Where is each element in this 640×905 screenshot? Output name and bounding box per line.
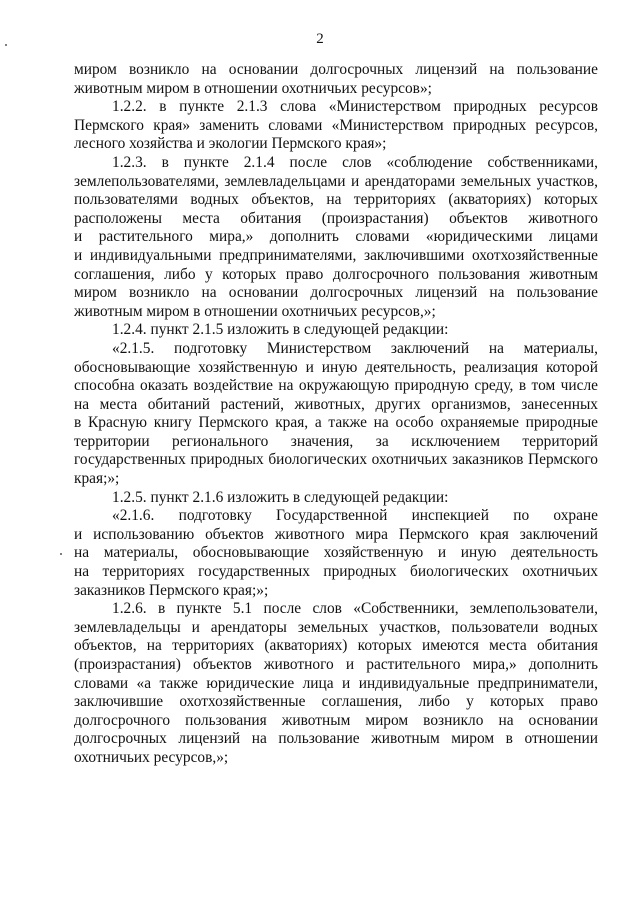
paragraph [74,321,598,340]
text-line: пользователями водных объектов, на территориях (акваториях) которых [74,191,598,209]
text-line: расположены места обитания (произрастания) объектов животного [74,209,598,227]
text-line: на территориях государственных природных биологических охотничьих [74,563,598,581]
text-line: миром возникло на основании долгосрочных лицензий на пользование [74,61,598,78]
text-line: и использованию объектов животного мира Пермского края заключений [74,525,598,543]
text-line: лесного хозяйства и экологии Пермского края»; [74,135,387,153]
text-line: 1.2.6. в пункте 5.1 после слов «Собственники, землепользователи, [112,600,598,618]
text-line: соглашения, либо у которых право долгосрочного пользования животным [74,265,598,283]
text-line: долгосрочных лицензий на пользование животным миром в отношении [74,730,598,748]
text-line: «2.1.6. подготовку Государственной инспекцией по охране [112,507,598,525]
text-line: территории регионального значения, за исключением территорий [74,432,598,450]
text-line: обосновывающие хозяйственную и иную деятельность, реализация которой [74,358,598,376]
text-line: 1.2.4. пункт 2.1.5 изложить в следующей редакции: [112,321,449,339]
text-line: края;»; [74,470,120,488]
text-line: объектов, на территориях (акваториях) которых имеются места обитания [74,637,598,655]
text-line: (произрастания) объектов животного и растительного мира,» дополнить [74,656,598,673]
scan-speck [5,44,7,46]
text-line: животным миром в отношении охотничьих ресурсов,»; [74,302,436,320]
text-line: 1.2.2. в пункте 2.1.3 слова «Министерством природных ресурсов [112,98,598,116]
paragraph [74,98,598,154]
paragraph [74,340,598,489]
text-line: Пермского края» заменить словами «Министерством природных ресурсов, [74,116,598,134]
text-line: и индивидуальными предпринимателями, заключившими охотхозяйственные [74,246,598,264]
text-line: и растительного мира,» дополнить словами «юридическими лицами [74,228,598,246]
text-line: государственных природных биологических охотничьих заказников Пермского [74,451,598,469]
text-line: землепользователями, землевладельцами и арендаторами земельных участков, [74,172,598,190]
text-line: 1.2.5. пункт 2.1.6 изложить в следующей редакции: [112,488,449,506]
text-line: заказников Пермского края;»; [74,581,269,599]
text-line: животным миром в отношении охотничьих ресурсов»; [74,79,432,97]
document-body [74,61,598,768]
text-line: словами «а также юридические лица и индивидуальные предприниматели, [74,674,598,692]
text-line: 1.2.3. в пункте 2.1.4 после слов «соблюдение собственниками, [112,153,598,171]
paragraph [74,600,598,767]
text-line: способна оказать воздействие на окружающую природную среду, в том числе [74,377,598,395]
text-line: землевладельцы и арендаторы земельных участков, пользователи водных [74,618,598,636]
text-line: на материалы, обосновывающие хозяйственную и иную деятельность [74,544,598,562]
scan-speck [60,553,62,555]
paragraph [74,507,598,600]
text-line: в Красную книгу Пермского края, а также на особо охраняемые природные [74,414,598,432]
paragraph [74,154,598,321]
text-line: на места обитаний растений, животных, других организмов, занесенных [74,395,598,413]
text-line: миром возникло на основании долгосрочных лицензий на пользование [74,284,598,302]
text-line: охотничьих ресурсов,»; [74,748,229,766]
paragraph [74,489,598,508]
text-line: заключившие охотхозяйственные соглашения, либо у которых право [74,693,598,711]
page-number: 2 [316,31,324,47]
paragraph [74,61,598,98]
text-line: «2.1.5. подготовку Министерством заключений на материалы, [112,339,598,357]
text-line: долгосрочного пользования животным миром возникло на основании [74,711,598,729]
